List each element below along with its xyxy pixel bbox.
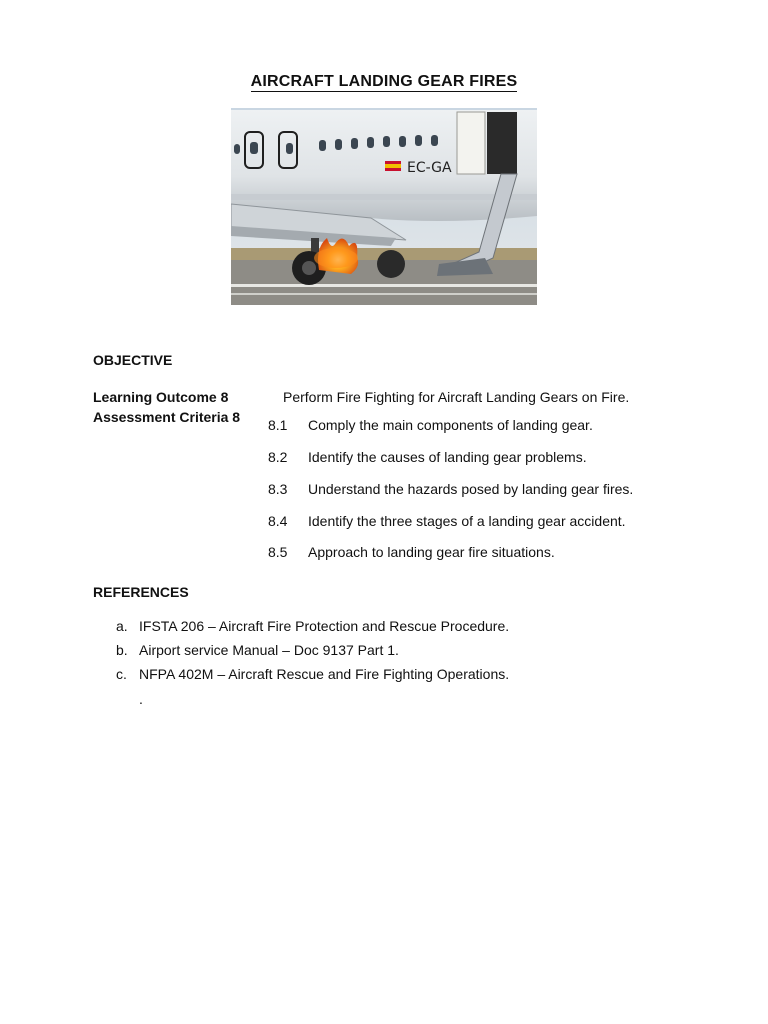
criteria-text: Identify the causes of landing gear problems. [308, 449, 587, 465]
reference-letter: b. [116, 642, 128, 658]
criteria-text: Approach to landing gear fire situations. [308, 544, 555, 560]
document-title-text: AIRCRAFT LANDING GEAR FIRES [250, 73, 518, 90]
criteria-number: 8.5 [268, 544, 288, 560]
references-heading: REFERENCES [93, 584, 189, 600]
reference-item [116, 642, 399, 658]
reference-item [116, 618, 509, 634]
registration-text: EC-GA [407, 160, 452, 176]
reference-letter: a. [116, 618, 128, 634]
reference-item [116, 666, 509, 682]
reference-text: IFSTA 206 – Aircraft Fire Protection and Rescue Procedure. [139, 618, 510, 634]
criteria-text: Identify the three stages of a landing gear accident. [308, 513, 626, 529]
learning-outcome-label: Learning Outcome 8 [93, 389, 229, 405]
criteria-text: Comply the main components of landing gear. [308, 417, 593, 433]
reference-letter: c. [116, 666, 127, 682]
criteria-item [268, 481, 688, 497]
criteria-number: 8.4 [268, 513, 288, 529]
criteria-number: 8.1 [268, 417, 288, 433]
reference-text: NFPA 402M – Aircraft Rescue and Fire Fighting Operations. [139, 666, 510, 682]
criteria-number: 8.3 [268, 481, 288, 497]
criteria-number: 8.2 [268, 449, 288, 465]
reference-text: Airport service Manual – Doc 9137 Part 1. [139, 642, 399, 658]
criteria-item [268, 544, 688, 560]
criteria-item [268, 513, 688, 529]
document-title [0, 73, 768, 91]
trailing-mark: . [139, 691, 143, 707]
objective-heading: OBJECTIVE [93, 352, 173, 368]
criteria-text: Understand the hazards posed by landing gear fires. [308, 481, 634, 497]
criteria-item [268, 449, 688, 465]
criteria-item [268, 417, 688, 433]
aircraft-fire-photo [231, 108, 537, 305]
learning-outcome-text: Perform Fire Fighting for Aircraft Landing Gears on Fire. [283, 389, 630, 405]
assessment-criteria-label: Assessment Criteria 8 [93, 409, 241, 425]
